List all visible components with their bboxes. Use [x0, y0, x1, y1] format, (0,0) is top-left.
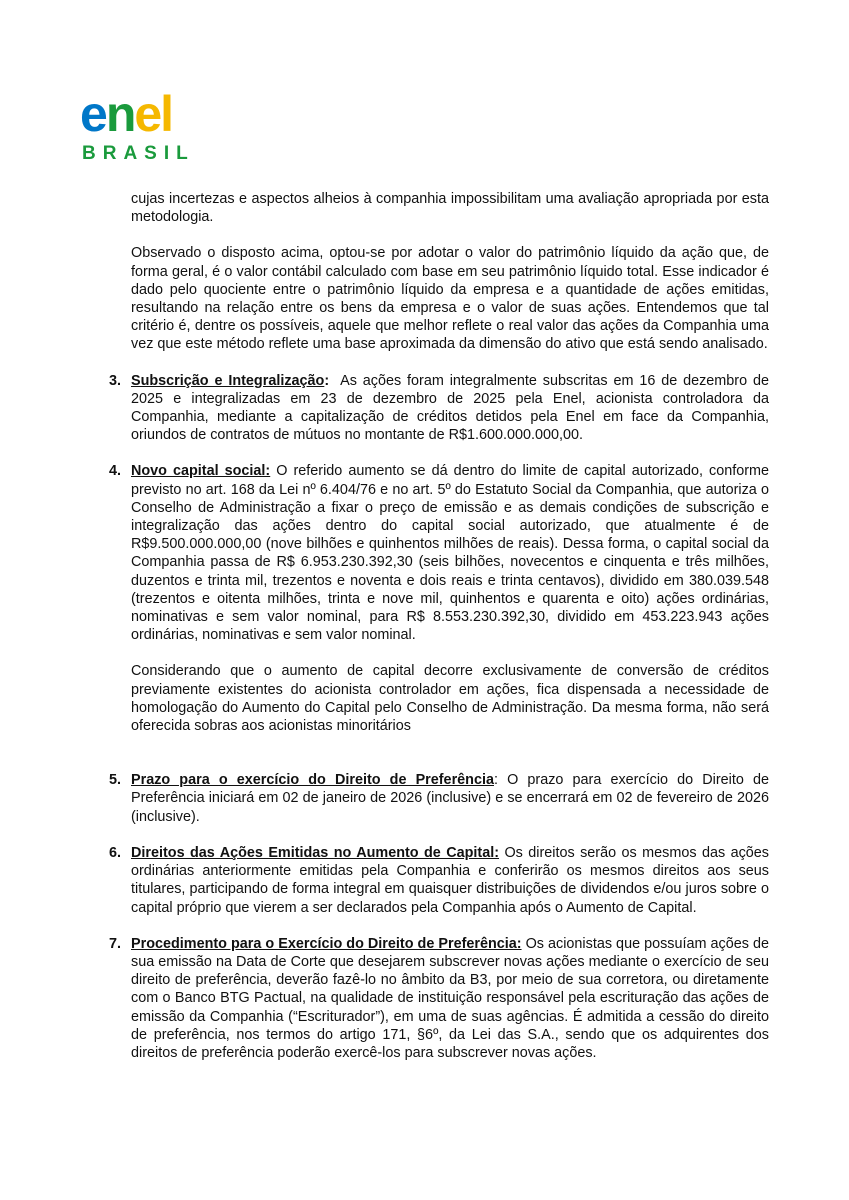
section-item-6	[109, 844, 769, 917]
item-text: O prazo para exercício do Direito de Preferência iniciará em 02 de janeiro de 2026 (inclusive) e se encerrará em 02 de fevereiro de 2026 (inclusive).	[131, 772, 769, 825]
item-number: 4.	[109, 463, 122, 480]
item-text: As ações foram integralmente subscritas em 16 de dezembro de 2025 e integralizadas em 23 de dezembro de 2025 pela Enel, acionista controladora da Companhia, mediante a capitalização de créditos detidos pela Enel em face da Companhia, oriundos de contratos de mútuos no montante de R$1.600.000.000,00.	[131, 372, 773, 444]
item-heading: Prazo para o exercício do Direito de Preferência	[131, 772, 494, 789]
section-item-4	[109, 462, 769, 644]
item-number: 3.	[109, 372, 122, 389]
document-body	[109, 190, 773, 1062]
logo-letter-e: e	[80, 86, 106, 142]
logo-letter-n: n	[105, 86, 135, 142]
item-number: 7.	[109, 935, 122, 952]
item-4-extra-paragraph: Considerando que o aumento de capital decorre exclusivamente de conversão de créditos previamente existentes do acionista controlador em ações, fica dispensada a necessidade de homologação do Aumento do Capital pelo Conselho de Administração. Da mesma forma, não será oferecida sobras aos acionistas minoritários	[131, 663, 769, 735]
logo-letters-el: el	[134, 86, 173, 142]
item-text: O referido aumento se dá dentro do limite de capital autorizado, conforme previsto no art. 168 da Lei nº 6.404/76 e no art. 5º do Estatuto Social da Companhia, que autoriza o Conselho de Administração a fixar o preço de emissão e as demais condições de subscrição e integralização das ações dentro do capital social autorizado, que atualmente é de R$9.500.000.000,00 (nove bilhões e quinhentos milhões de reais). Dessa forma, o capital social da Companhia passa de R$ 6.953.230.392,30 (seis bilhões, novecentos e cinquenta e três milhões, duzentos e trinta mil, trezentos e noventa e dois reais e trinta centavos), dividido em 380.039.548 (trezentos e oitenta milhões, trinta e nove mil, quinhentos e quarenta e oito) ações ordinárias, nominativas e sem valor nominal, para R$ 8.553.230.392,30, dividido em 453.223.943 ações ordinárias, nominativas e sem valor nominal.	[131, 463, 770, 644]
item-heading: Procedimento para o Exercício do Direito de Preferência:	[131, 935, 522, 952]
section-item-7	[109, 935, 769, 1062]
item-heading-sep: :	[493, 772, 498, 789]
item-number: 6.	[109, 844, 122, 861]
intro-paragraph: Observado o disposto acima, optou-se por adotar o valor do patrimônio líquido da ação que, de forma geral, é o valor contábil calculado com base em seu patrimônio líquido total. Esse indicador é dado pelo quociente entre o patrimônio líquido da empresa e a quantidade de ações emitidas, resultando na relação entre os bens da empresa e o valor de suas ações. Entendemos que tal critério é, dentre os possíveis, aquele que melhor reflete o real valor das ações da Companhia uma vez que este método reflete uma base aproximada da dimensão do ativo que está sendo analisado.	[131, 245, 769, 353]
item-heading: Subscrição e Integralização	[131, 372, 325, 389]
item-heading: Direitos das Ações Emitidas no Aumento de Capital:	[131, 844, 500, 861]
item-heading-sep: :	[324, 372, 330, 389]
svg-text:enel	[80, 86, 172, 142]
enel-brasil-logo	[78, 84, 208, 164]
section-item-3	[109, 372, 773, 445]
item-text: Os acionistas que possuíam ações de sua emissão na Data de Corte que desejarem subscrever novas ações mediante o exercício de seu direito de preferência, deverão fazê-lo no âmbito da B3, por meio de sua corretora, ou diretamente com o Banco BTG Pactual, na qualidade de instituição responsável pela escrituração das ações de emissão da Companhia (“Escriturador”), em uma de suas agências. É admitida a cessão do direito de preferência, nos termos do artigo 171, §6º, da Lei das S.A., sendo que os adquirentes dos direitos de preferência poderão exercê-los para subscrever novas ações.	[131, 935, 769, 1061]
section-item-5	[109, 771, 769, 826]
item-heading: Novo capital social:	[131, 463, 271, 480]
intro-continuation: cujas incertezas e aspectos alheios à companhia impossibilitam uma avaliação apropriada por esta metodologia.	[131, 191, 769, 226]
item-number: 5.	[109, 772, 122, 789]
item-text: Os direitos serão os mesmos das ações ordinárias anteriormente emitidas pela Companhia e conferirão os mesmos direitos aos seus titulares, participando de forma integral em quaisquer distribuições de dividendos e/ou juros sobre o capital próprio que vierem a ser declarados pela Companhia após o Aumento de Capital.	[131, 844, 769, 916]
logo-subtitle: BRASIL	[82, 143, 195, 164]
